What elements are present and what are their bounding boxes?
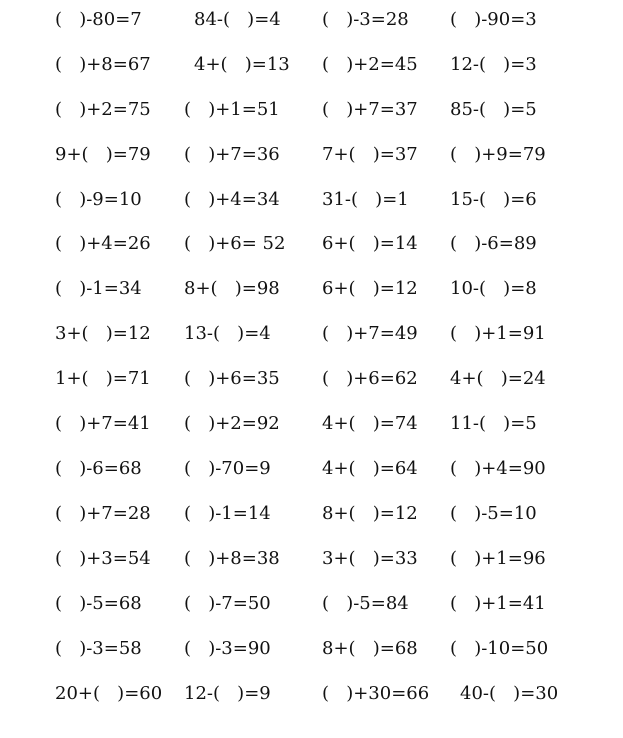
equation: 10-( )=8 xyxy=(450,278,537,299)
problem-row xyxy=(0,319,623,349)
equation: ( )+2=92 xyxy=(184,413,280,434)
equation: 1+( )=71 xyxy=(55,368,151,389)
equation: ( )-3=58 xyxy=(55,638,142,659)
equation: ( )-5=84 xyxy=(322,593,409,614)
equation: ( )+1=41 xyxy=(450,593,546,614)
equation: 11-( )=5 xyxy=(450,413,537,434)
equation: 12-( )=3 xyxy=(450,54,537,75)
equation: ( )+7=49 xyxy=(322,323,418,344)
equation: ( )+6=62 xyxy=(322,368,418,389)
equation: 40-( )=30 xyxy=(460,683,559,704)
equation: ( )+8=67 xyxy=(55,54,151,75)
equation: 4+( )=24 xyxy=(450,368,546,389)
equation: ( )+1=91 xyxy=(450,323,546,344)
equation: ( )-1=14 xyxy=(184,503,271,524)
equation: 4+( )=64 xyxy=(322,458,418,479)
equation: ( )-6=89 xyxy=(450,233,537,254)
equation: 85-( )=5 xyxy=(450,99,537,120)
equation: ( )+30=66 xyxy=(322,683,430,704)
equation: ( )+4=26 xyxy=(55,233,151,254)
equation: ( )+6= 52 xyxy=(184,233,286,254)
equation: ( )+1=96 xyxy=(450,548,546,569)
equation: 84-( )=4 xyxy=(194,9,281,30)
problem-row xyxy=(0,499,623,529)
equation: 9+( )=79 xyxy=(55,144,151,165)
equation: ( )-70=9 xyxy=(184,458,271,479)
equation: ( )+4=34 xyxy=(184,189,280,210)
equation: 15-( )=6 xyxy=(450,189,537,210)
problem-row xyxy=(0,589,623,619)
problem-row xyxy=(0,50,623,80)
equation: ( )+7=37 xyxy=(322,99,418,120)
problem-row xyxy=(0,679,623,709)
problem-row xyxy=(0,185,623,215)
equation: ( )+8=38 xyxy=(184,548,280,569)
equation: 4+( )=74 xyxy=(322,413,418,434)
equation: ( )-10=50 xyxy=(450,638,549,659)
equation: ( )-5=68 xyxy=(55,593,142,614)
equation: 6+( )=14 xyxy=(322,233,418,254)
equation: 13-( )=4 xyxy=(184,323,271,344)
equation: ( )+6=35 xyxy=(184,368,280,389)
problem-row xyxy=(0,95,623,125)
equation: ( )+1=51 xyxy=(184,99,280,120)
equation: ( )+3=54 xyxy=(55,548,151,569)
equation: ( )+2=75 xyxy=(55,99,151,120)
equation: ( )+2=45 xyxy=(322,54,418,75)
equation: ( )-6=68 xyxy=(55,458,142,479)
problem-row xyxy=(0,409,623,439)
equation: ( )-7=50 xyxy=(184,593,271,614)
equation: 3+( )=12 xyxy=(55,323,151,344)
problem-row xyxy=(0,544,623,574)
equation: ( )+4=90 xyxy=(450,458,546,479)
equation: 12-( )=9 xyxy=(184,683,271,704)
problem-row xyxy=(0,140,623,170)
equation: ( )+7=41 xyxy=(55,413,151,434)
equation: 8+( )=68 xyxy=(322,638,418,659)
equation: 8+( )=98 xyxy=(184,278,280,299)
problem-row xyxy=(0,364,623,394)
equation: 20+( )=60 xyxy=(55,683,163,704)
equation: 7+( )=37 xyxy=(322,144,418,165)
equation: ( )+7=36 xyxy=(184,144,280,165)
problem-row xyxy=(0,454,623,484)
equation: ( )+7=28 xyxy=(55,503,151,524)
problem-row xyxy=(0,274,623,304)
equation: ( )-1=34 xyxy=(55,278,142,299)
equation: 4+( )=13 xyxy=(194,54,290,75)
problem-row xyxy=(0,229,623,259)
equation: ( )-3=28 xyxy=(322,9,409,30)
equation: ( )-90=3 xyxy=(450,9,537,30)
equation: ( )+9=79 xyxy=(450,144,546,165)
equation: ( )-3=90 xyxy=(184,638,271,659)
equation: ( )-80=7 xyxy=(55,9,142,30)
equation: 6+( )=12 xyxy=(322,278,418,299)
problem-row xyxy=(0,5,623,35)
equation: 31-( )=1 xyxy=(322,189,409,210)
problem-row xyxy=(0,634,623,664)
equation: 3+( )=33 xyxy=(322,548,418,569)
equation: ( )-9=10 xyxy=(55,189,142,210)
equation: ( )-5=10 xyxy=(450,503,537,524)
equation: 8+( )=12 xyxy=(322,503,418,524)
